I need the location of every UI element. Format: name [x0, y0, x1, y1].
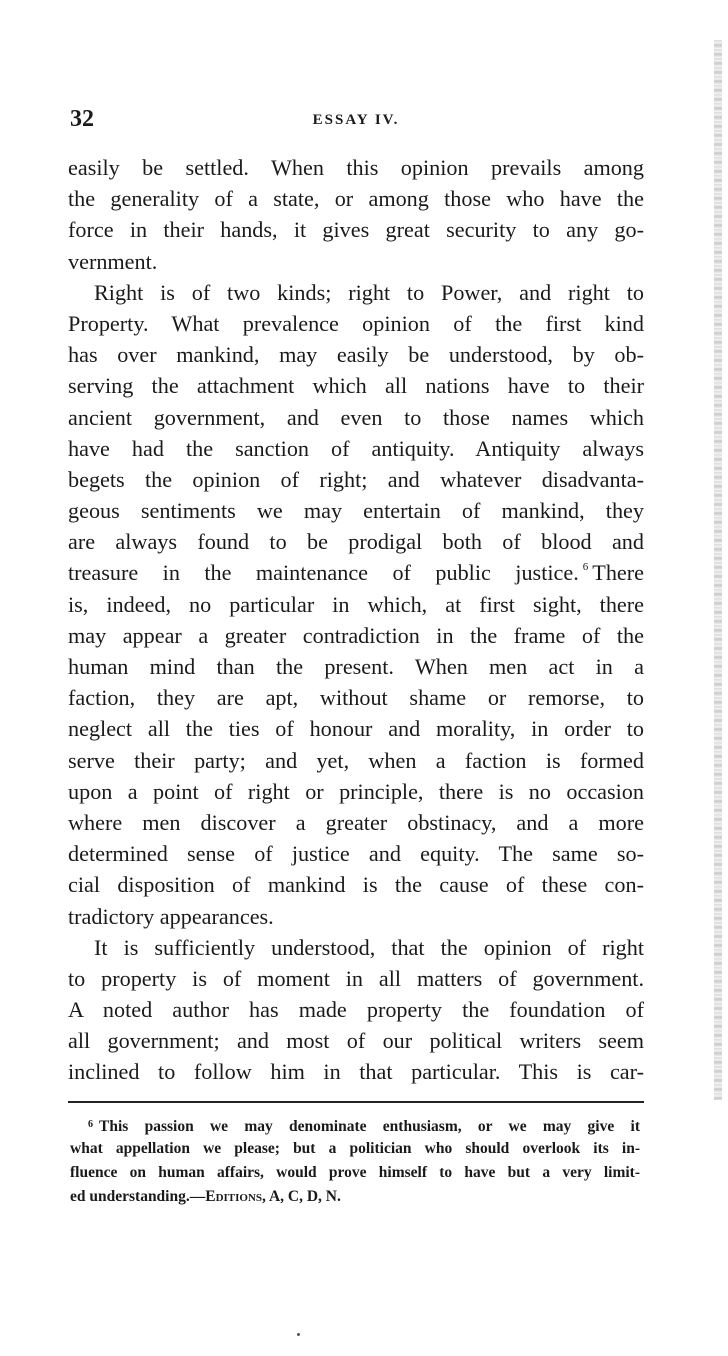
text-line: to property is of moment in all matters of government.: [68, 965, 644, 991]
text-line: Property. What prevalence opinion of the first kind: [68, 310, 644, 336]
footnote-reference[interactable]: 6: [582, 561, 589, 574]
text-segment: treasure in the maintenance of public justice.: [68, 560, 579, 586]
text-line: upon a point of right or principle, there is no occasion: [68, 778, 644, 804]
text-line: faction, they are apt, without shame or remorse, to: [68, 685, 644, 711]
text-line: begets the opinion of right; and whatever disadvanta-: [68, 466, 644, 492]
text-line: human mind than the present. When men act in a: [68, 654, 644, 679]
text-line: geous sentiments we may entertain of mankind, they: [68, 498, 644, 524]
text-line: are always found to be prodigal both of blood and: [68, 529, 644, 555]
text-line: easily be settled. When this opinion prevails among: [68, 155, 644, 180]
footnote-marker: 6: [88, 1119, 93, 1130]
text-line: may appear a greater contradiction in the frame of the: [68, 622, 644, 648]
text-line: the generality of a state, or among those who have the: [68, 186, 644, 212]
footnote-source-editions: A, C, D, N.: [265, 1188, 341, 1205]
text-line: determined sense of justice and equity. The same so-: [68, 841, 644, 867]
scan-page-edge: [714, 40, 722, 1100]
paragraph-start-line: Right is of two kinds; right to Power, and right to: [94, 279, 644, 305]
text-line: cial disposition of mankind is the cause of these con-: [68, 872, 644, 898]
text-line: serve their party; and yet, when a faction is formed: [68, 747, 644, 773]
text-segment: There: [592, 560, 644, 586]
text-line: neglect all the ties of honour and morality, in order to: [68, 716, 644, 742]
footnote-line: [70, 1113, 640, 1137]
footnote-text: This passion we may denominate enthusiasm, or we may give it: [99, 1118, 640, 1135]
text-line: all government; and most of our political writers seem: [68, 1028, 644, 1054]
footnote-source-label: Editions,: [205, 1188, 266, 1205]
text-line: vernment.: [68, 248, 158, 274]
text-line: inclined to follow him in that particular. This is car-: [68, 1059, 644, 1085]
page-header: [70, 106, 642, 136]
text-line: is, indeed, no particular in which, at first sight, there: [68, 591, 644, 617]
text-line: ancient government, and even to those names which: [68, 404, 644, 430]
text-line: serving the attachment which all nations have to their: [68, 373, 644, 399]
text-line: A noted author has made property the foundation of: [68, 997, 644, 1023]
footnote-line: what appellation we please; but a politician who should overlook its in-: [70, 1140, 640, 1157]
text-line: has over mankind, may easily be understood, by ob-: [68, 342, 644, 368]
footnote: [70, 1113, 640, 1209]
paragraph-start-line: It is sufficiently understood, that the opinion of right: [94, 934, 644, 960]
text-line: where men discover a greater obstinacy, and a more: [68, 809, 644, 835]
text-line: tradictory appearances.: [68, 903, 274, 929]
page-number: 32: [70, 106, 94, 132]
footnote-divider: [68, 1101, 644, 1103]
text-line: have had the sanction of antiquity. Antiquity always: [68, 435, 644, 461]
body-text: [68, 152, 644, 1088]
footnote-text: ed understanding.—: [70, 1188, 206, 1205]
running-head: ESSAY IV.: [312, 112, 400, 128]
scan-speck: [297, 1333, 300, 1336]
footnote-line: fluence on human affairs, would prove himself to have but a very limit-: [70, 1164, 640, 1181]
footnote-line: [70, 1185, 640, 1209]
text-line-with-footnote-ref: [68, 557, 644, 588]
text-line: force in their hands, it gives great security to any go-: [68, 217, 644, 243]
